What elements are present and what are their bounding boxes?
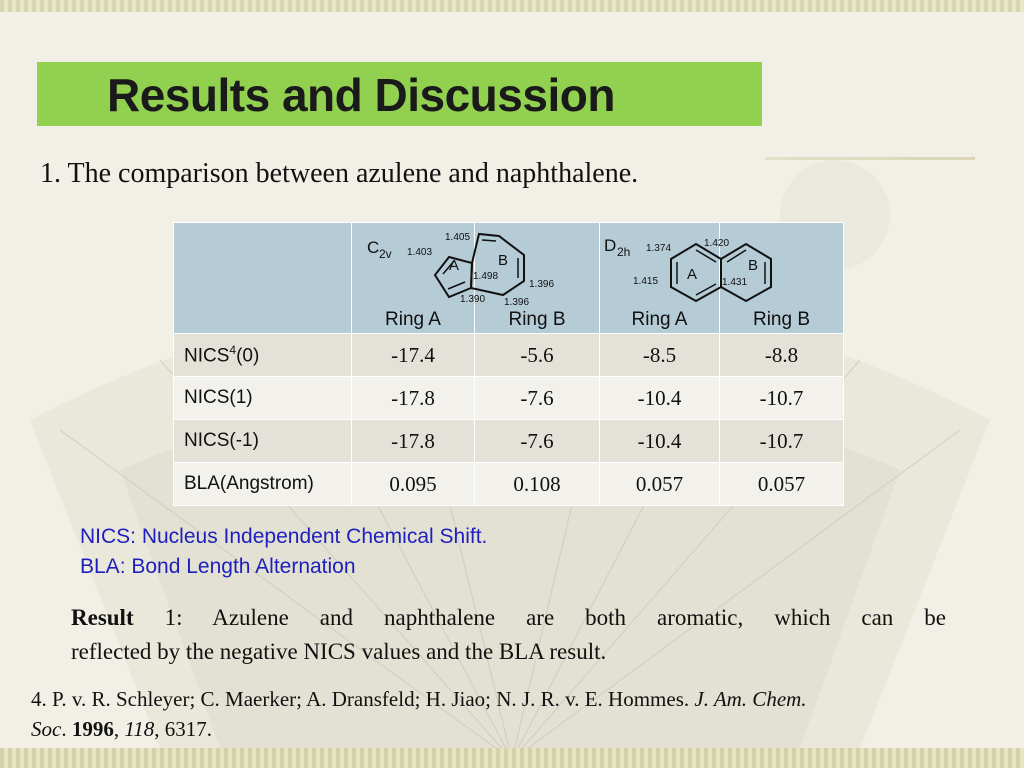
row-label-bla: BLA(Angstrom) xyxy=(174,463,352,506)
row-label-nics1: NICS(1) xyxy=(174,377,352,420)
naphthalene-double-bond xyxy=(696,284,716,295)
column-header: Ring A xyxy=(385,309,441,330)
reference-separator: , xyxy=(113,717,125,741)
abbreviation-notes xyxy=(80,522,487,582)
note-nics: NICS: Nucleus Independent Chemical Shift. xyxy=(80,525,488,548)
table-row xyxy=(174,334,844,377)
bond-length-label: 1.405 xyxy=(445,232,471,243)
bond-length-label: 1.396 xyxy=(504,297,530,308)
table-cell: -10.4 xyxy=(600,377,720,420)
table-cell: -5.6 xyxy=(475,334,600,377)
naphthalene-symmetry-subscript: 2h xyxy=(617,245,631,259)
naphthalene-double-bond xyxy=(696,250,716,262)
table-cell: 0.095 xyxy=(352,463,475,506)
table-cell: -7.6 xyxy=(475,420,600,463)
naphthalene-double-bond xyxy=(727,250,746,262)
table-row xyxy=(174,377,844,420)
azulene-ring-a-letter: A xyxy=(449,257,460,274)
result-line-1-text: 1: Azulene and naphthalene are both aromatic, which can be xyxy=(133,605,946,630)
table-cell: 0.108 xyxy=(475,463,600,506)
slide-title: Results and Discussion xyxy=(107,69,615,121)
table-row xyxy=(174,463,844,506)
result-paragraph xyxy=(71,601,946,669)
table-cell: -10.7 xyxy=(720,420,844,463)
azulene-ring-b-letter: B xyxy=(498,252,509,269)
column-header: Ring B xyxy=(752,309,811,330)
note-bla: BLA: Bond Length Alternation xyxy=(80,555,356,578)
naphthalene-ring-b-letter: B xyxy=(748,257,759,274)
bond-length-label: 1.498 xyxy=(473,271,499,282)
molecular-structures xyxy=(173,222,843,332)
reference-pages: , 6317. xyxy=(154,717,213,741)
slide-subtitle: 1. The comparison between azulene and naphthalene. xyxy=(40,158,639,189)
row-label-text: NICS xyxy=(184,345,230,367)
column-header: Ring B xyxy=(508,309,566,330)
azulene-symmetry-subscript: 2v xyxy=(379,247,392,261)
bond-length-label: 1.431 xyxy=(722,277,748,288)
row-label-nics-minus1: NICS(-1) xyxy=(174,420,352,463)
reference-journal-cont: Soc xyxy=(31,717,62,741)
table-cell: -17.8 xyxy=(352,420,475,463)
bond-length-label: 1.420 xyxy=(704,238,730,249)
bond-length-label: 1.415 xyxy=(633,276,659,287)
table-cell: -17.8 xyxy=(352,377,475,420)
naphthalene-ring-a-letter: A xyxy=(687,266,698,283)
table-cell: -10.4 xyxy=(600,420,720,463)
title-divider-line xyxy=(765,157,975,160)
result-line-2: reflected by the negative NICS values and the BLA result. xyxy=(71,639,607,664)
table-cell: -10.7 xyxy=(720,377,844,420)
azulene-double-bond xyxy=(482,240,496,241)
row-label-nics0 xyxy=(174,334,352,377)
reference-superscript: 4 xyxy=(229,342,237,357)
table-cell: -8.8 xyxy=(720,334,844,377)
bond-length-label: 1.396 xyxy=(529,279,555,290)
reference-separator: . xyxy=(61,717,72,741)
azulene-symmetry-label: C xyxy=(367,238,380,257)
table-cell: -8.5 xyxy=(600,334,720,377)
table-row xyxy=(174,420,844,463)
reference-citation xyxy=(31,684,991,744)
reference-volume: 118 xyxy=(124,717,155,741)
azulene-structure xyxy=(367,232,554,308)
reference-journal: J. Am. Chem. xyxy=(694,687,807,711)
naphthalene-symmetry-label: D xyxy=(604,236,617,255)
result-bold-label: Result xyxy=(71,605,134,630)
naphthalene-structure xyxy=(604,236,771,301)
bond-length-label: 1.374 xyxy=(646,243,672,254)
bond-length-label: 1.403 xyxy=(407,247,433,258)
row-label-suffix: (0) xyxy=(236,345,260,367)
table-cell-highlighted: 0.057 xyxy=(720,463,844,506)
reference-year: 1996 xyxy=(71,717,114,741)
reference-authors: 4. P. v. R. Schleyer; C. Maerker; A. Dransfeld; H. Jiao; N. J. R. v. E. Hommes. xyxy=(31,687,695,711)
table-cell: -17.4 xyxy=(352,334,475,377)
result-line-1 xyxy=(71,601,946,635)
naphthalene-ring-b xyxy=(721,244,771,301)
table-cell: -7.6 xyxy=(475,377,600,420)
azulene-double-bond xyxy=(448,282,465,289)
bottom-decorative-stripe xyxy=(0,748,1024,768)
bond-length-label: 1.390 xyxy=(460,294,486,305)
comparison-table-wrapper xyxy=(173,222,843,502)
column-header: Ring A xyxy=(631,309,688,330)
table-cell-highlighted: 0.057 xyxy=(600,463,720,506)
title-bar xyxy=(37,62,762,126)
